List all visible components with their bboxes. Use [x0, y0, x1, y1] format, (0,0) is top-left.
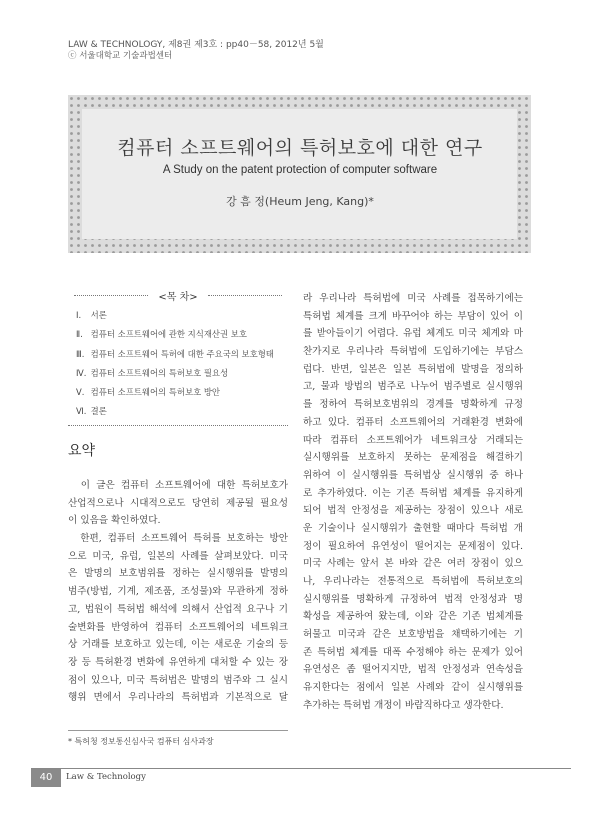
publisher-line: ⓒ 서울대학교 기술과법센터	[68, 51, 173, 61]
text-line: 하고 있다. 컴퓨터 소프트웨어의 거래환경 변화에	[303, 416, 523, 428]
toc-item-text: 컴퓨터 소프트웨어의 특허보호 방안	[90, 387, 221, 398]
toc-item[interactable]	[76, 345, 288, 364]
journal-header	[68, 40, 324, 62]
text-line: 으로 미국, 유럽, 일본의 사례를 살펴보았다. 미국	[68, 550, 288, 562]
table-of-contents	[68, 288, 288, 426]
toc-item-num: Ⅱ.	[76, 329, 83, 340]
text-line: 찬가지로 우리나라 특허법에 도입하기에는 부담스	[303, 346, 523, 358]
text-line: 범주(방법, 기계, 제조품, 조성물)와 무관하게 정하	[68, 586, 288, 598]
article-subtitle: A Study on the patent protection of computer software	[162, 164, 438, 176]
text-line: 미국 사례는 앞서 본 바와 같은 여러 장점이 있으	[303, 558, 523, 570]
article-author: 강 흠 정(Heum Jeng, Kang)*	[226, 195, 374, 208]
journal-citation: LAW & TECHNOLOGY, 제8권 제3호 : pp40－58, 2012년 5월	[68, 40, 324, 50]
text-line: 고, 물과 방법의 범주로 나누어 범주별로 실시행위	[303, 381, 523, 393]
page-number: 40	[31, 769, 61, 787]
toc-item-num: Ⅵ.	[76, 406, 87, 417]
text-line: 나, 우리나라는 전통적으로 특허법에 특허보호의	[303, 576, 523, 587]
toc-item-num: Ⅳ.	[76, 367, 87, 378]
text-line: 한편, 컴퓨터 소프트웨어 특허를 보호하는 방안	[68, 533, 288, 545]
toc-item[interactable]	[76, 325, 288, 344]
text-line: 산업적으로나 시대적으로도 당연히 제공될 필요성	[68, 497, 288, 509]
text-line: 로 추가하였다. 이는 기존 특허법 체계를 유지하게	[303, 487, 523, 499]
text-line: 특허법 체계를 크게 바꾸어야 하는 부담이 있어 이	[303, 310, 523, 322]
toc-item-num: Ⅴ.	[76, 387, 85, 398]
text-line: 럽다. 반면, 일본은 일본 특허법에 발명을 정의하	[303, 363, 523, 375]
text-line: 이 있음을 확인하였다.	[68, 515, 161, 527]
text-line: 고, 법원이 특허법 해석에 의해서 산업적 요구나 기	[68, 603, 288, 615]
summary-left-column	[68, 477, 288, 707]
toc-item-text: 결론	[90, 406, 107, 417]
summary-right-column	[303, 290, 523, 715]
text-line: 유연성은 좀 떨어지지만, 법적 안정성과 연속성을	[303, 664, 523, 676]
text-line: 를 정하여 특허보호범위의 경계를 명확하게 규정	[303, 399, 523, 411]
text-line: 운 기술이나 실시행위가 출현할 때마다 특허법 개	[303, 522, 523, 534]
text-line: 확성을 제공하여 왔는데, 이와 같은 기존 법체계를	[303, 611, 523, 623]
text-line: 위하여 이 실시행위를 특허법상 실시행위 중 하나	[303, 469, 523, 481]
footnote-divider	[68, 730, 288, 731]
toc-item[interactable]	[76, 383, 288, 402]
text-line: 를 받아들이기 어렵다. 유럽 체계도 미국 체계와 마	[303, 328, 523, 340]
toc-item-text: 컴퓨터 소프트웨어 특허에 대한 주요국의 보호형태	[90, 348, 274, 359]
toc-item-num: Ⅰ.	[76, 310, 82, 320]
text-line: 정이 필요하여 유연성이 떨어지는 문제점이 있다.	[303, 540, 523, 552]
text-line: 행위 면에서 우리나라의 특허법과 기본적으로 달	[68, 692, 288, 704]
article-title: 컴퓨터 소프트웨어의 특허보호에 대한 연구	[117, 137, 483, 159]
text-line: 라 우리나라 특허법에 미국 사례를 접목하기에는	[303, 293, 523, 304]
toc-list	[76, 306, 288, 422]
toc-item[interactable]	[76, 364, 288, 383]
text-line: 실시행위를 명확하게 규정하여 법적 안정성과 명	[303, 593, 523, 605]
toc-heading: <목 차>	[68, 288, 288, 302]
toc-item[interactable]	[76, 402, 288, 421]
text-line: 술변화를 반영하여 컴퓨터 소프트웨어의 네트워크	[68, 621, 288, 633]
toc-divider	[68, 425, 288, 426]
toc-item[interactable]	[76, 306, 288, 325]
text-line: 존 특허법 체계를 대폭 수정해야 하는 문제가 있어	[303, 646, 523, 658]
author-footnote: * 특허청 정보통신심사국 컴퓨터 심사과장	[68, 737, 214, 746]
text-line: 은 발명의 보호범위를 정하는 실시행위를 발명의	[68, 568, 288, 580]
text-line: 허물고 미국과 같은 보호방법을 채택하기에는 기	[303, 629, 523, 641]
text-line: 이 글은 컴퓨터 소프트웨어에 대한 특허보호가	[68, 480, 288, 491]
text-line: 되어 법적 안정성을 제공하는 장점이 있으나 새로	[303, 505, 523, 517]
text-line: 장 등 특허환경 변화에 유연하게 대처할 수 있는 장	[68, 656, 288, 668]
toc-item-num: Ⅲ.	[76, 348, 85, 359]
toc-item-text: 서론	[90, 310, 107, 320]
text-line: 유지한다는 점에서 일본 사례와 같이 실시행위를	[303, 682, 523, 694]
summary-heading: 요약	[68, 443, 96, 459]
text-line: 추가하는 특허법 개정이 바람직하다고 생각한다.	[303, 699, 504, 711]
toc-item-text: 컴퓨터 소프트웨어에 관한 지식재산권 보호	[90, 329, 247, 340]
text-line: 따라 컴퓨터 소프트웨어가 네트워크상 거래되는	[303, 434, 523, 446]
toc-item-text: 컴퓨터 소프트웨어의 특허보호 필요성	[90, 367, 229, 378]
text-line: 실시행위를 보호하지 못하는 문제점을 해결하기	[303, 452, 523, 464]
journal-name: Law & Technology	[66, 772, 146, 782]
text-line: 상 거래를 보호하고 있는데, 이는 새로운 기술의 등	[68, 639, 288, 651]
text-line: 점이 있으나, 미국 특허법은 발명의 범주와 그 실시	[68, 674, 288, 686]
